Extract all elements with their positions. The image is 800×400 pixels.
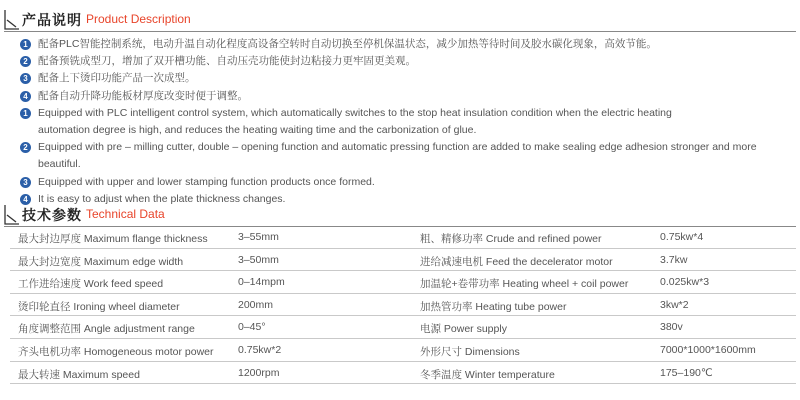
spec-value: 175–190℃: [660, 366, 713, 379]
table-row: [10, 294, 796, 317]
description-item: [20, 105, 796, 122]
spec-value: 7000*1000*1600mm: [660, 343, 756, 356]
spec-value: 0–45°: [238, 321, 266, 334]
spec-label: 最大封边厚度 Maximum flange thickness: [18, 233, 208, 245]
spec-label: 齐头电机功率 Homogeneous motor power: [18, 345, 214, 358]
description-text: Equipped with PLC intelligent control system, which automatically switches to the stop heat insulation condition when the electric heating: [38, 106, 672, 119]
spec-label: 进给减速电机 Feed the decelerator motor: [420, 255, 613, 268]
spec-label: 冬季温度 Winter temperature: [420, 368, 555, 381]
spec-label: 最大转速 Maximum speed: [18, 368, 140, 381]
description-text: 配备预铣成型刀，增加了双开槽功能、自动压壳功能使封边粘接力更牢固更美观。: [38, 55, 416, 68]
spec-value: 0.75kw*2: [238, 343, 282, 356]
table-row: [10, 316, 796, 339]
description-item: [20, 139, 796, 173]
spec-label: 电源 Power supply: [420, 323, 507, 336]
spec-value: 380v: [660, 321, 683, 334]
section-title-en: Technical Data: [86, 207, 165, 221]
spec-value: 0–14mpm: [238, 276, 285, 289]
number-bullet-icon: 2: [20, 56, 31, 67]
table-row: [10, 339, 796, 362]
description-item: [20, 53, 796, 70]
spec-label: 最大封边宽度 Maximum edge width: [18, 255, 184, 268]
spec-label: 加温轮+卷带功率 Heating wheel + coil power: [420, 278, 629, 291]
description-text: Equipped with pre – milling cutter, double – opening function and automatic pressing function are added to make sealing edge adhesion stronger and more beautiful.: [38, 141, 757, 171]
section-title-cn: 技术参数: [22, 207, 82, 223]
spec-label: 工作进给速度 Work feed speed: [18, 278, 164, 291]
spec-value: 200mm: [238, 298, 274, 311]
description-text: automation degree is high, and reduces the heating waiting time and the carbonization of glue.: [38, 124, 477, 137]
description-list: [20, 36, 796, 208]
spec-label: 粗、精修功率 Crude and refined power: [420, 233, 602, 245]
spec-value: 3kw*2: [660, 298, 689, 311]
description-text: Equipped with upper and lower stamping function products once formed.: [38, 175, 375, 188]
number-bullet-icon: 1: [20, 39, 31, 50]
description-text: It is easy to adjust when the plate thickness changes.: [38, 192, 286, 205]
number-bullet-icon: 4: [20, 194, 31, 205]
section-divider: [4, 31, 796, 32]
description-item: [20, 70, 796, 87]
description-text: 配备上下烫印功能产品一次成型。: [38, 72, 196, 85]
technical-data-header: [4, 203, 796, 227]
corner-bracket-icon: [4, 8, 20, 30]
table-row: [10, 249, 796, 272]
spec-table: [10, 226, 796, 384]
description-item: [20, 88, 796, 105]
section-title-cn: 产品说明: [22, 12, 82, 28]
description-item: [20, 174, 796, 191]
spec-value: 3–55mm: [238, 231, 279, 243]
description-text: 配备自动升降功能板材厚度改变时便于调整。: [38, 89, 248, 102]
corner-bracket-icon: [4, 203, 20, 225]
spec-label: 烫印轮直径 Ironing wheel diameter: [18, 300, 180, 313]
number-bullet-icon: 4: [20, 91, 31, 102]
spec-label: 加热管功率 Heating tube power: [420, 300, 567, 313]
spec-value: 0.025kw*3: [660, 276, 710, 289]
spec-value: 0.75kw*4: [660, 231, 704, 243]
number-bullet-icon: 2: [20, 142, 31, 153]
number-bullet-icon: 3: [20, 73, 31, 84]
spec-label: 外形尺寸 Dimensions: [420, 345, 520, 358]
description-text: 配备PLC智能控制系统，电动升温自动化程度高设备空转时自动切换至停机保温状态，减少加热等待时间及胶水碳化现象，高效节能。: [38, 38, 657, 50]
product-description-header: [4, 8, 796, 32]
section-title-en: Product Description: [86, 12, 191, 26]
table-row: [10, 271, 796, 294]
table-row: [10, 226, 796, 249]
spec-value: 3.7kw: [660, 253, 688, 266]
description-item-continued: [20, 122, 796, 139]
spec-value: 1200rpm: [238, 366, 280, 379]
number-bullet-icon: 3: [20, 177, 31, 188]
number-bullet-icon: 1: [20, 108, 31, 119]
spec-value: 3–50mm: [238, 253, 279, 266]
spec-label: 角度调整范围 Angle adjustment range: [18, 323, 195, 336]
description-item: [20, 36, 796, 53]
table-row: [10, 362, 796, 385]
